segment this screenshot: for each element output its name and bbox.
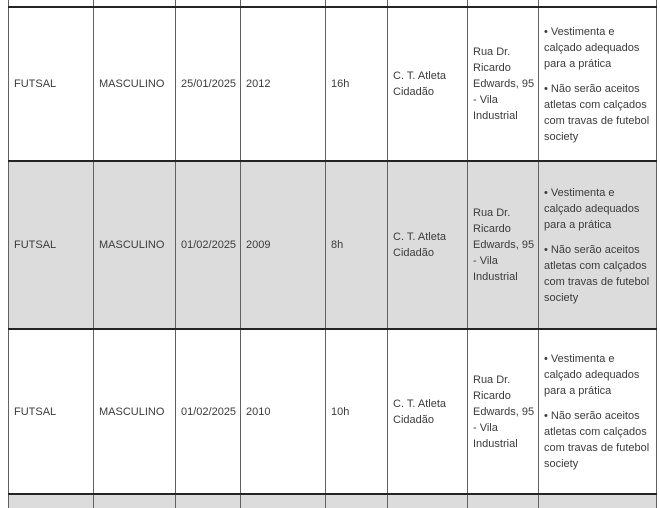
- empty-cell: [539, 494, 657, 508]
- empty-cell: [468, 0, 539, 7]
- address-cell: Rua Dr. Ricardo Edwards, 95 - Vila Industrial: [468, 161, 539, 329]
- time-cell: 16h: [326, 7, 388, 161]
- empty-cell: [176, 494, 241, 508]
- empty-cell: [326, 0, 388, 7]
- date-cell: 01/02/2025: [176, 329, 241, 494]
- schedule-table: [8, 0, 657, 508]
- empty-cell: [9, 0, 94, 7]
- time-cell: 10h: [326, 329, 388, 494]
- notes-cell: [539, 161, 657, 329]
- empty-cell: [94, 0, 176, 7]
- empty-cell: [241, 0, 326, 7]
- note-item: • Não serão aceitos atletas com calçados com travas de futebol society: [544, 410, 650, 470]
- note-item: • Não serão aceitos atletas com calçados com travas de futebol society: [544, 82, 650, 143]
- address-cell: Rua Dr. Ricardo Edwards, 95 - Vila Industrial: [468, 7, 539, 161]
- empty-cell: [539, 0, 657, 7]
- gender-cell: MASCULINO: [94, 161, 176, 329]
- time-cell: 8h: [326, 161, 388, 329]
- table-row-partial-bottom: [9, 494, 657, 508]
- sport-cell: FUTSAL: [9, 161, 94, 329]
- empty-cell: [94, 494, 176, 508]
- table-row: [9, 329, 657, 494]
- note-item: • Vestimenta e calçado adequados para a prática: [544, 25, 640, 70]
- note-item: • Não serão aceitos atletas com calçados com travas de futebol society: [544, 243, 650, 304]
- gender-cell: MASCULINO: [94, 7, 176, 161]
- sport-cell: FUTSAL: [9, 329, 94, 494]
- empty-cell: [241, 494, 326, 508]
- empty-cell: [468, 494, 539, 508]
- year-cell: 2012: [241, 7, 326, 161]
- year-cell: 2010: [241, 329, 326, 494]
- notes-cell: [539, 329, 657, 494]
- venue-cell: C. T. Atleta Cidadão: [388, 161, 468, 329]
- address-cell: Rua Dr. Ricardo Edwards, 95 - Vila Industrial: [468, 329, 539, 494]
- table-row-partial-top: [9, 0, 657, 7]
- table-row: [9, 7, 657, 161]
- empty-cell: [388, 0, 468, 7]
- date-cell: 25/01/2025: [176, 7, 241, 161]
- sport-cell: FUTSAL: [9, 7, 94, 161]
- empty-cell: [9, 494, 94, 508]
- table-row: [9, 161, 657, 329]
- empty-cell: [326, 494, 388, 508]
- empty-cell: [176, 0, 241, 7]
- date-cell: 01/02/2025: [176, 161, 241, 329]
- gender-cell: MASCULINO: [94, 329, 176, 494]
- note-item: • Vestimenta e calçado adequados para a prática: [544, 353, 640, 397]
- empty-cell: [388, 494, 468, 508]
- venue-cell: C. T. Atleta Cidadão: [388, 7, 468, 161]
- notes-cell: [539, 7, 657, 161]
- venue-cell: C. T. Atleta Cidadão: [388, 329, 468, 494]
- note-item: • Vestimenta e calçado adequados para a prática: [544, 186, 640, 231]
- year-cell: 2009: [241, 161, 326, 329]
